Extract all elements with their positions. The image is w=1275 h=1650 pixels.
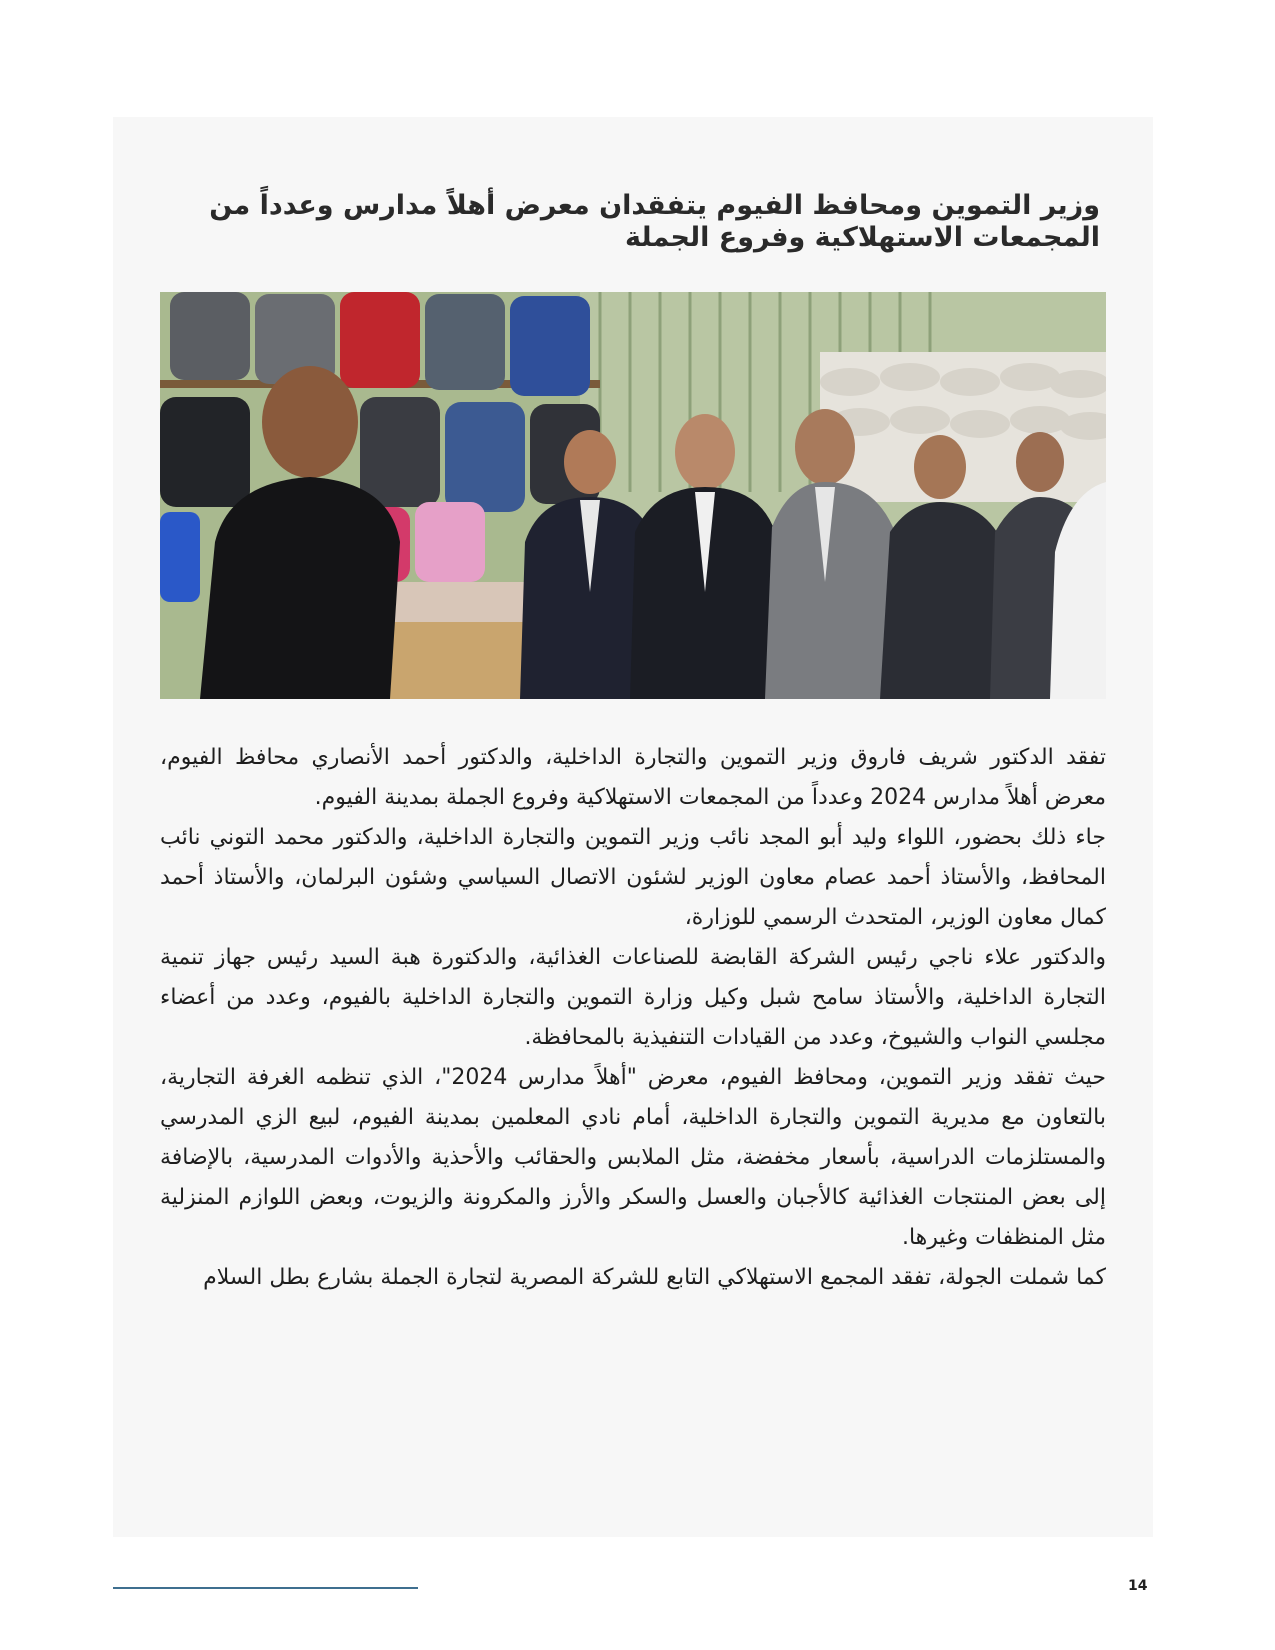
body-paragraph: تفقد الدكتور شريف فاروق وزير التموين والتجارة الداخلية، والدكتور أحمد الأنصاري محافظ الفيوم، معرض أهلاً مدارس 2024 وعدداً من المجمعات الاستهلاكية وفروع الجملة بمدينة الفيوم. [160,745,1106,810]
article-title: وزير التموين ومحافظ الفيوم يتفقدان معرض أهلاً مدارس وعدداً من المجمعات الاستهلاكية وفروع الجملة [209,190,1100,253]
body-paragraph: جاء ذلك بحضور، اللواء وليد أبو المجد نائب وزير التموين والتجارة الداخلية، والدكتور محمد التوني نائب المحافظ، والأستاذ أحمد عصام معاون الوزير لشئون الاتصال السياسي وشئون البرلمان، والأستاذ أحمد كمال معاون الوزير، المتحدث الرسمي للوزارة، [160,825,1106,930]
article-photo [160,292,1106,699]
page-number: 14 [1128,1578,1148,1594]
body-paragraph: والدكتور علاء ناجي رئيس الشركة القابضة للصناعات الغذائية، والدكتورة هبة السيد رئيس جهاز تنمية التجارة الداخلية، والأستاذ سامح شبل وكيل وزارة التموين والتجارة الداخلية بالفيوم، وعدد من أعضاء مجلسي النواب والشيوخ، وعدد من القيادات التنفيذية بالمحافظة. [160,945,1106,1050]
footer-divider [113,1587,418,1589]
article-body [160,738,1106,1298]
body-paragraph: كما شملت الجولة، تفقد المجمع الاستهلاكي التابع للشركة المصرية لتجارة الجملة بشارع بطل السلام [203,1265,1106,1290]
body-paragraph: حيث تفقد وزير التموين، ومحافظ الفيوم، معرض "أهلاً مدارس 2024"، الذي تنظمه الغرفة التجارية، بالتعاون مع مديرية التموين والتجارة الداخلية، أمام نادي المعلمين بمدينة الفيوم، لبيع الزي المدرسي والمستلزمات الدراسية، بأسعار مخفضة، مثل الملابس والحقائب والأحذية والأدوات المدرسية، بالإضافة إلى بعض المنتجات الغذائية كالأجبان والعسل والسكر والأرز والمكرونة والزيوت، وبعض اللوازم المنزلية مثل المنظفات وغيرها. [160,1065,1106,1250]
